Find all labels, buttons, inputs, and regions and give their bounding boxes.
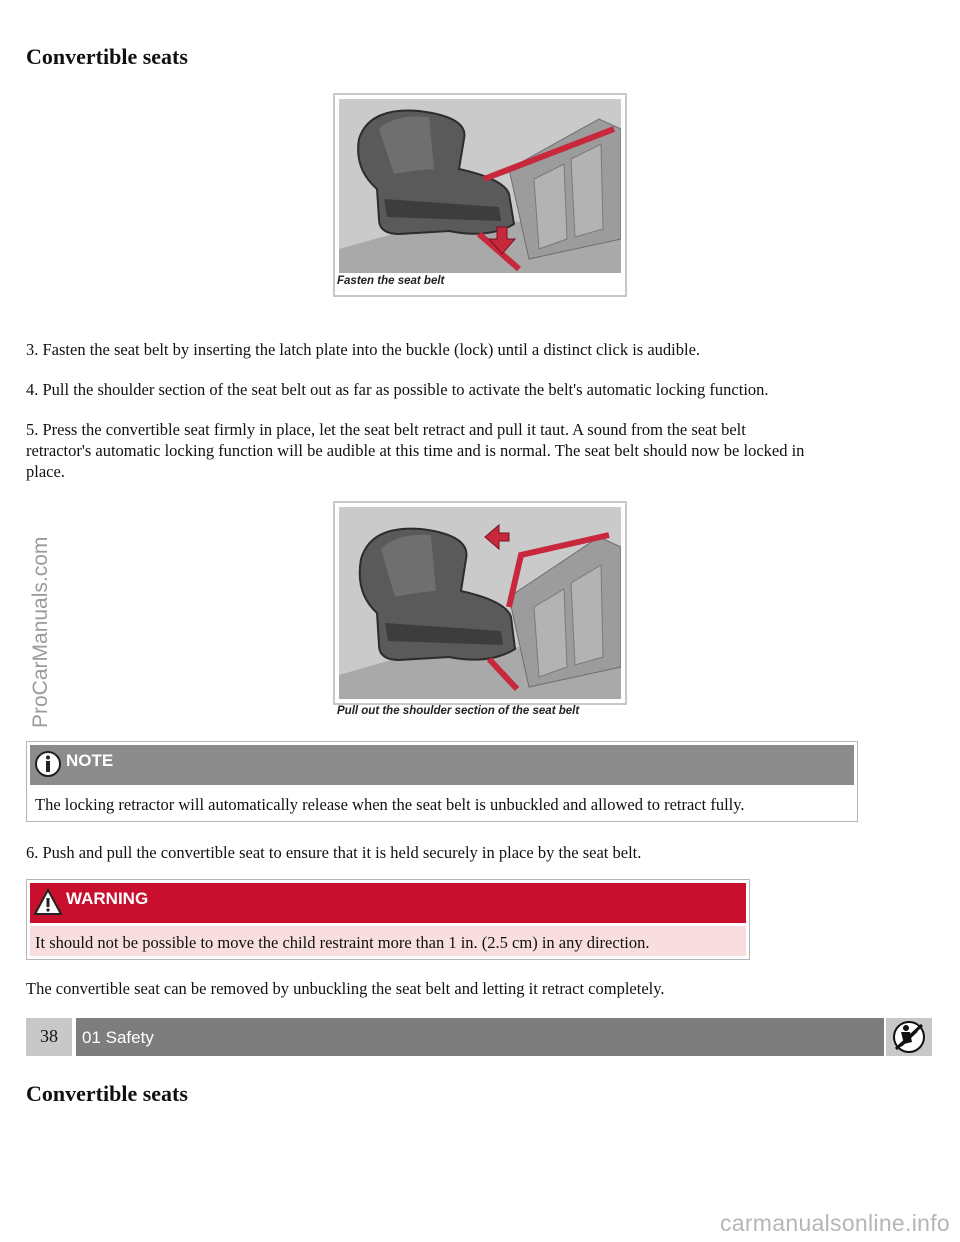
figure-caption: Pull out the shoulder section of the seat belt xyxy=(337,705,580,717)
page-title-next: Convertible seats xyxy=(26,1081,188,1106)
note-box xyxy=(26,741,858,822)
removal-text: The convertible seat can be removed by unbuckling the seat belt and letting it retract completely. xyxy=(26,979,665,998)
pull-shoulder-section-illustration xyxy=(339,507,621,699)
step-5-line-1: 5. Press the convertible seat firmly in place, let the seat belt retract and pull it taut. A sound from the seat belt xyxy=(26,420,746,439)
step-4-text: 4. Pull the shoulder section of the seat belt out as far as possible to activate the belt's automatic locking function. xyxy=(26,380,769,399)
note-title: NOTE xyxy=(66,751,114,770)
step-5-line-2: retractor's automatic locking function will be audible at this time and is normal. The seat belt should now be locked in xyxy=(26,441,805,460)
step-5-line-3: place. xyxy=(26,462,65,481)
footer-section-bar xyxy=(76,1018,884,1056)
step-3-text: 3. Fasten the seat belt by inserting the latch plate into the buckle (lock) until a distinct click is audible. xyxy=(26,340,701,359)
footer-section-label: 01 Safety xyxy=(82,1028,154,1047)
warning-triangle-icon xyxy=(33,887,63,917)
figure-caption: Fasten the seat belt xyxy=(337,275,445,287)
figure-pull-shoulder-section xyxy=(333,501,627,717)
fasten-seat-belt-illustration xyxy=(339,99,621,273)
info-icon xyxy=(33,749,63,779)
warning-body xyxy=(30,926,746,956)
watermark-bottom: carmanualsonline.info xyxy=(719,1210,950,1236)
step-6-text: 6. Push and pull the convertible seat to ensure that it is held securely in place by the seat belt. xyxy=(26,843,642,862)
page-title: Convertible seats xyxy=(26,44,188,69)
warning-box xyxy=(26,879,750,960)
figure-fasten-seat-belt xyxy=(333,93,627,297)
note-header xyxy=(30,745,854,785)
seatbelt-icon xyxy=(886,1018,932,1056)
warning-title: WARNING xyxy=(66,889,149,908)
warning-text: It should not be possible to move the child restraint more than 1 in. (2.5 cm) in any direction. xyxy=(35,933,650,952)
note-text: The locking retractor will automatically release when the seat belt is unbuckled and allowed to retract fully. xyxy=(35,795,745,814)
note-body xyxy=(30,788,854,818)
watermark-left: ProCarManuals.com xyxy=(29,536,52,728)
warning-header xyxy=(30,883,746,923)
page-number: 38 xyxy=(26,1018,72,1056)
